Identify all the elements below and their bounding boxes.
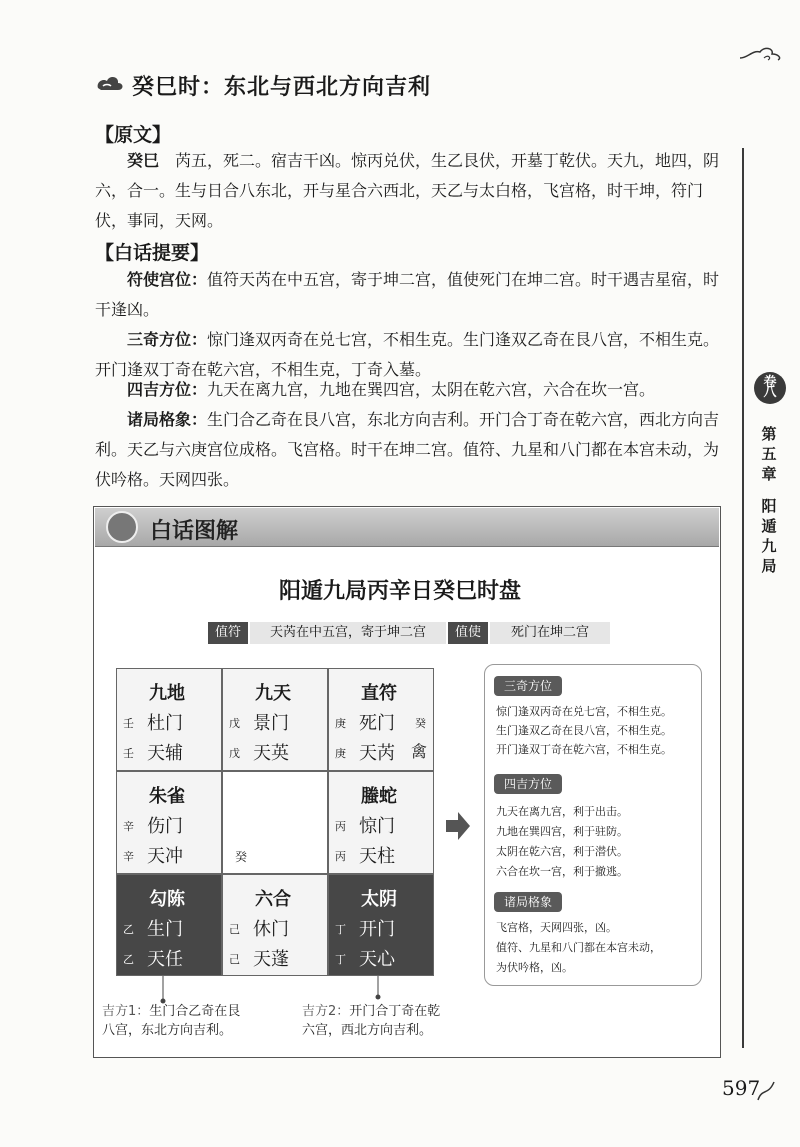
qimen-grid — [116, 668, 434, 976]
nine-star: 天冲 — [147, 846, 183, 867]
door: 伤门 — [147, 816, 183, 837]
palace-dui — [328, 771, 434, 874]
baihua-label: 四吉方位： — [127, 380, 208, 399]
arrow-right-icon — [446, 812, 470, 840]
baihua-item — [95, 405, 727, 495]
palace-li — [222, 668, 328, 771]
palace-center — [222, 771, 328, 874]
baihua-item — [95, 265, 727, 325]
chart-title: 阳遁九局丙辛日癸巳时盘 — [278, 579, 521, 604]
volume-label: 卷八 — [763, 375, 777, 400]
note-head: 吉方2： — [302, 1004, 350, 1019]
deity: 勾陈 — [149, 889, 185, 910]
stem: 丁 — [335, 923, 346, 936]
stem: 己 — [229, 923, 240, 936]
sanqi-line: 惊门逢双丙奇在兑七宫，不相生克。 — [496, 705, 672, 718]
door: 休门 — [253, 919, 289, 940]
geju-title: 诸局格象 — [494, 892, 562, 912]
baihua-text: 生门合乙奇在艮八宫，东北方向吉利。开门合丁奇在乾六宫，西北方向吉利。天乙与六庚宫位成格。飞宫格。时干在坤二宫。值符、九星和八门都在本宫未动，为伏吟格。天网四张。 — [95, 410, 720, 489]
stem: 己 — [229, 953, 240, 966]
nine-star: 天任 — [147, 949, 183, 970]
stem: 丁 — [335, 953, 346, 966]
note-head: 吉方1： — [102, 1004, 150, 1019]
door: 生门 — [147, 919, 183, 940]
note-ji-1 — [102, 1002, 282, 1040]
baihua-text: 九天在离九宫，九地在巽四宫，太阴在乾六宫，六合在坎一宫。 — [207, 380, 656, 399]
palace-kan — [222, 874, 328, 976]
nine-star: 天心 — [359, 949, 395, 970]
palace-qian — [328, 874, 434, 976]
zhifu-label: 值符 — [208, 622, 248, 644]
stem: 丙 — [335, 820, 346, 833]
zhishi-label: 值使 — [448, 622, 488, 644]
cloud-ornament-icon — [738, 44, 784, 64]
deity: 九地 — [149, 683, 185, 704]
note-text: 六宫，西北方向吉利。 — [302, 1023, 433, 1038]
nine-star: 天芮 — [359, 743, 395, 764]
deity: 螣蛇 — [361, 786, 397, 807]
nine-star: 天柱 — [359, 846, 395, 867]
yuanwen-text: 芮五，死二。宿吉干凶。惊丙兑伏，生乙艮伏，开墓丁乾伏。天九，地四，阴六，合一。生与日合八东北，开与星合六西北，天乙与太白格，飞宫格，时干坤，符门伏，事同，天网。 — [95, 151, 720, 230]
yuanwen-paragraph — [95, 146, 727, 236]
extra-star: 禽 — [411, 742, 428, 761]
zhifu-value: 天芮在中五宫，寄于坤二宫 — [250, 622, 446, 644]
siji-title: 四吉方位 — [494, 774, 562, 794]
note-ji-2 — [302, 1002, 482, 1040]
emblem-icon — [106, 511, 138, 543]
stem: 戊 — [229, 747, 240, 760]
sanqi-line: 开门逢双丁奇在乾六宫，不相生克。 — [496, 743, 672, 756]
baihua-item — [95, 375, 727, 405]
deity: 太阴 — [361, 889, 397, 910]
stem: 壬 — [123, 747, 134, 760]
siji-line: 九地在巽四宫，利于驻防。 — [496, 825, 628, 838]
nine-star: 天辅 — [147, 743, 183, 764]
stem: 辛 — [123, 850, 134, 863]
stem: 戊 — [229, 717, 240, 730]
baihua-text: 惊门逢双丙奇在兑七宫，不相生克。生门逢双乙奇在艮八宫，不相生克。开门逢双丁奇在乾六宫，不相生克，丁奇入墓。 — [95, 330, 720, 379]
page-title: 癸巳时：东北与西北方向吉利 — [132, 75, 432, 100]
note-text: 八宫，东北方向吉利。 — [102, 1023, 233, 1038]
nine-star: 天蓬 — [253, 949, 289, 970]
yuanwen-lead: 癸巳 — [127, 151, 160, 170]
nine-star: 天英 — [253, 743, 289, 764]
palace-zhen — [116, 771, 222, 874]
siji-line: 九天在离九宫，利于出击。 — [496, 805, 628, 818]
siji-line: 太阴在乾六宫，利于潜伏。 — [496, 845, 628, 858]
page-ornament-icon — [756, 1078, 778, 1102]
stem: 庚 — [335, 717, 346, 730]
sanqi-title: 三奇方位 — [494, 676, 562, 696]
deity: 九天 — [255, 683, 291, 704]
door: 开门 — [359, 919, 395, 940]
deity: 朱雀 — [149, 786, 185, 807]
chapter-label: 第五章 — [761, 425, 777, 483]
door: 景门 — [253, 713, 289, 734]
baihua-label: 符使宫位： — [127, 270, 208, 289]
stem: 乙 — [123, 953, 134, 966]
palace-kun — [328, 668, 434, 771]
geju-line: 值符、九星和八门都在本宫未动， — [496, 941, 661, 954]
geju-line: 飞宫格，天网四张，凶。 — [496, 921, 617, 934]
stem: 壬 — [123, 717, 134, 730]
geju-line: 为伏吟格，凶。 — [496, 961, 573, 974]
margin-rule — [742, 148, 744, 1048]
deity: 直符 — [361, 683, 397, 704]
door: 杜门 — [147, 713, 183, 734]
palace-gen — [116, 874, 222, 976]
section-label: 阳遁九局 — [761, 497, 777, 575]
baihua-label: 三奇方位： — [127, 330, 208, 349]
baihua-label: 诸局格象： — [127, 410, 208, 429]
note-text: 开门合丁奇在乾 — [349, 1004, 441, 1019]
banner-title: 白话图解 — [150, 519, 239, 544]
siji-line: 六合在坎一宫，利于撤逃。 — [496, 865, 628, 878]
yuanwen-heading: 【原文】 — [95, 124, 172, 146]
stem: 乙 — [123, 923, 134, 936]
deity: 六合 — [255, 889, 291, 910]
stem: 辛 — [123, 820, 134, 833]
baihua-text: 值符天芮在中五宫，寄于坤二宫，值使死门在坤二宫。时干遇吉星宿，时干逢凶。 — [95, 270, 720, 319]
stem: 庚 — [335, 747, 346, 760]
sanqi-line: 生门逢双乙奇在艮八宫，不相生克。 — [496, 724, 672, 737]
stem: 癸 — [415, 717, 426, 730]
cloud-icon — [95, 72, 125, 94]
page-number: 597 — [722, 1076, 761, 1100]
stem: 癸 — [235, 850, 248, 864]
door: 死门 — [359, 713, 395, 734]
stem: 丙 — [335, 850, 346, 863]
zhishi-value: 死门在坤二宫 — [490, 622, 610, 644]
baihua-heading: 【白话提要】 — [95, 242, 210, 264]
palace-xun — [116, 668, 222, 771]
note-text: 生门合乙奇在艮 — [149, 1004, 241, 1019]
door: 惊门 — [359, 816, 395, 837]
